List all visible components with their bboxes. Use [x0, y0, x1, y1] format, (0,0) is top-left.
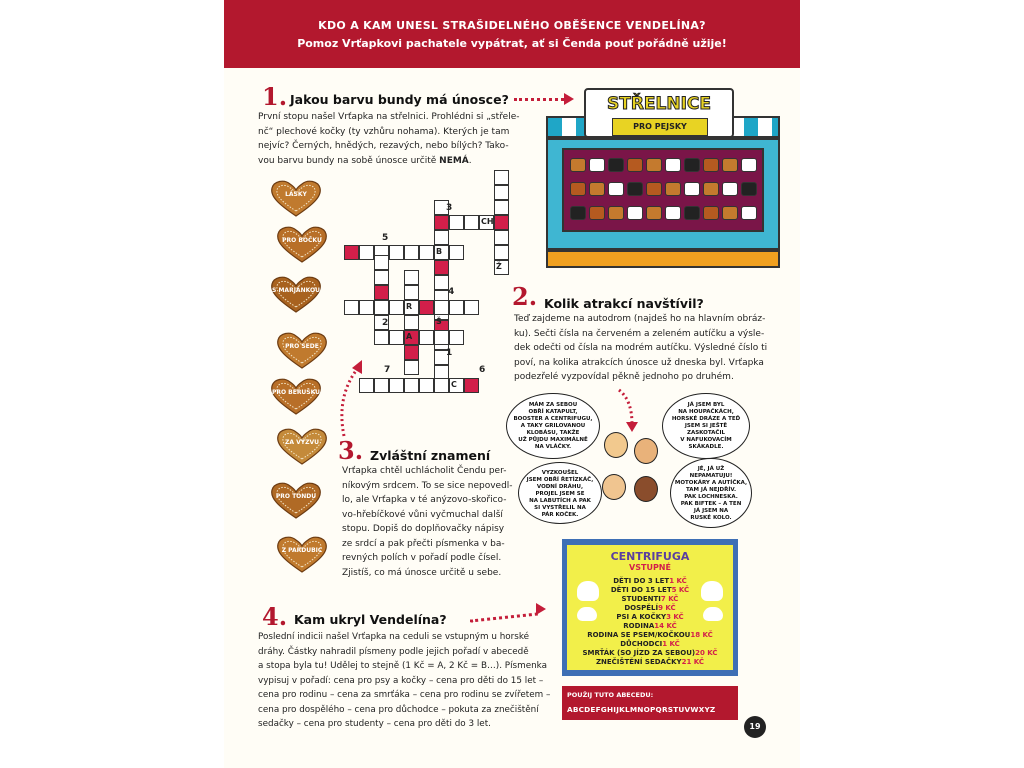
crossword-cell[interactable] [419, 245, 434, 260]
task3-line: stopu. Dopiš do doplňovačky nápisy [342, 524, 505, 534]
cat-target-icon [646, 182, 662, 196]
crossword-letter: Š [436, 317, 442, 326]
price-value: 18 KČ [690, 631, 713, 639]
crossword-cell[interactable] [434, 215, 449, 230]
crossword-letter: A [406, 332, 413, 341]
cat-target-icon [684, 158, 700, 172]
price-row [567, 613, 733, 621]
crossword-cell[interactable] [344, 245, 359, 260]
cat-target-icon [741, 206, 757, 220]
crossword-cell[interactable] [434, 260, 449, 275]
task4-line: a stopa byla tu! Udělej to stejně (1 Kč = A, 2 Kč = B…). Písmenka [258, 661, 548, 671]
gingerbread-heart [268, 376, 324, 416]
heart-label: Z PARDUBIC [281, 547, 323, 554]
price-value: 9 KČ [658, 604, 676, 612]
cat-target-icon [608, 206, 624, 220]
crossword-cell[interactable] [449, 330, 464, 345]
crossword-cell[interactable] [374, 330, 389, 345]
suspect-face-icon [634, 476, 658, 502]
crossword-cell[interactable] [464, 300, 479, 315]
heart-label: PRO TONDU [275, 493, 317, 500]
task2-text [514, 312, 782, 385]
crossword-cell[interactable] [404, 245, 419, 260]
crossword-cell[interactable] [404, 345, 419, 360]
heart-icon [274, 330, 330, 370]
crossword-cell[interactable] [494, 185, 509, 200]
speech-bubble: JÁ JSEM BYL NA HOUPAČKÁCH, HORSKÉ DRÁZE A TEĎ JSEM SI JEŠTĚ ZASKOTAČIL V NAFUKOVACÍM SKÁKADLE. [662, 393, 750, 459]
crossword-cell[interactable] [419, 300, 434, 315]
stall-sign-title: STŘELNICE [606, 94, 712, 114]
cat-target-icon [589, 206, 605, 220]
heart-label: LÁSKY [285, 191, 307, 198]
crossword-clue-number: 6 [479, 365, 486, 375]
task3-title: Zvláštní znamení [370, 448, 491, 463]
cat-target-icon [627, 182, 643, 196]
crossword-cell[interactable] [389, 245, 404, 260]
price-label: RODINA SE PSEM/KOČKOU [587, 631, 691, 639]
task3-line: Zjistíš, co má únosce určitě u sebe. [342, 567, 502, 578]
cat-target-icon [722, 182, 738, 196]
crossword-cell[interactable] [404, 285, 419, 300]
crossword-clue-number: 7 [384, 365, 391, 375]
heart-icon [268, 480, 324, 520]
price-label: STUDENTI [621, 595, 661, 603]
crossword-clue-number: 4 [448, 287, 455, 297]
stall-sign [584, 88, 734, 138]
cat-target-icon [703, 158, 719, 172]
speech-bubble: JÉ, JÁ UŽ NEPAMATUJU! MOTOKÁRY A AUTÍČKA, TAM JÁ NEJDŘÍV. PAK LOCHNESKA. PAK BIFTEK – A TEN JÁ JSEM NA RUSKÉ KOLO. [670, 458, 752, 528]
cat-target-icon [608, 158, 624, 172]
crossword-clue-number: 1 [446, 348, 453, 358]
cat-target-icon [627, 158, 643, 172]
price-row [567, 640, 733, 648]
cat-target-icon [665, 182, 681, 196]
task2-line: Teď zajdeme na autodrom (najdeš ho na hlavním obráz- [514, 314, 766, 324]
crossword-cell[interactable] [419, 330, 434, 345]
crossword-cell[interactable] [494, 230, 509, 245]
crossword-cell[interactable] [494, 245, 509, 260]
suspect-face-icon [604, 432, 628, 458]
task4-line: vypisuj v pořadí: cena pro psy a kočky – cena pro děti do 15 let – [258, 675, 544, 686]
crossword-clue-number: 2 [382, 318, 389, 328]
cat-target-icon [646, 206, 662, 220]
crossword-cell[interactable] [374, 300, 389, 315]
cat-target-icon [703, 206, 719, 220]
banner-subtitle: Pomoz Vrťapkovi pachatele vypátrat, ať si Čenda pouť pořádně užije! [297, 37, 727, 50]
crossword-cell[interactable] [389, 300, 404, 315]
crossword-cell[interactable] [404, 270, 419, 285]
crossword-letter: CH [481, 217, 494, 226]
crossword-cell[interactable] [494, 200, 509, 215]
cat-target-icon [589, 158, 605, 172]
crossword-cell[interactable] [464, 215, 479, 230]
task1-number: 1. [262, 82, 288, 111]
stall-counter [546, 250, 780, 268]
task3-text [342, 464, 520, 580]
alphabet-letters: ABCDEFGHIJKLMNOPQRSTUVWXYZ [567, 705, 716, 714]
page-number: 19 [744, 716, 766, 738]
price-value: 21 KČ [681, 658, 705, 666]
cat-target-icon [741, 182, 757, 196]
heart-icon [268, 376, 324, 416]
task1-emphasis: NEMÁ [439, 155, 469, 166]
price-sign-title: CENTRIFUGA [610, 550, 690, 563]
crossword-cell[interactable] [434, 300, 449, 315]
price-value: 7 KČ [660, 595, 679, 603]
task2-line: dek odečti od čísla na modrém autíčku. Výsledné číslo ti [514, 343, 768, 353]
price-label: PSI A KOČKY [616, 613, 667, 621]
dotted-arrow-line [470, 612, 538, 622]
gingerbread-heart [268, 274, 324, 314]
task4-line: dráhy. Částky nahradil písmeny podle jejich pořadí v abecedě [258, 646, 529, 657]
stall-body [546, 138, 780, 250]
heart-label: ZA VÝZVU [285, 439, 319, 446]
task2-title: Kolik atrakcí navštívil? [544, 296, 704, 311]
speech-bubble: VYZKOUŠEL JSEM OBŘÍ ŘETÍZKÁČ, VODNÍ DRÁHU, PROJEL JSEM SE NA LABUTÍCH A PAK SI VYSTŘELIL NA PÁR KOČEK. [518, 462, 602, 524]
price-row [567, 595, 733, 603]
cat-target-icon [570, 182, 586, 196]
gingerbread-heart [274, 534, 330, 574]
crossword-cell[interactable] [389, 378, 404, 393]
price-label: DĚTI DO 3 LET [613, 577, 670, 585]
price-value: 20 KČ [695, 649, 718, 657]
dotted-arrow-up [332, 356, 372, 440]
crossword-cell[interactable] [464, 378, 479, 393]
cat-target-icon [684, 206, 700, 220]
price-label: ZNEČIŠTĚNÍ SEDAČKY [595, 658, 682, 666]
price-row [567, 577, 733, 585]
task1-text [258, 110, 520, 168]
cat-target-icon [608, 182, 624, 196]
price-row [567, 622, 733, 630]
heart-icon [274, 426, 330, 466]
heart-label: PRO SEDE [285, 343, 319, 350]
alphabet-label: POUŽIJ TUTO ABECEDU: [567, 691, 654, 699]
crossword-letter: C [451, 380, 457, 389]
task3-number: 3. [338, 436, 364, 465]
task1-line: nejvíc? Černých, hnědých, rezavých, nebo bílých? Tako- [258, 141, 509, 151]
gingerbread-heart [274, 426, 330, 466]
crossword-cell[interactable] [434, 275, 449, 290]
crossword-letter: R [406, 302, 413, 311]
task4-title: Kam ukryl Vendelína? [294, 612, 447, 627]
cat-target-icon [589, 182, 605, 196]
price-label: DĚTI DO 15 LET [610, 586, 672, 594]
task4-line: sedačky – cena pro studenty – cena pro děti do 3 let. [258, 719, 491, 729]
cat-target-icon [627, 206, 643, 220]
price-value: 1 KČ [669, 577, 687, 585]
task3-line: vo-hřebíčkové vůni vyčmuchal další [342, 509, 503, 520]
cat-targets [562, 148, 764, 232]
task2-number: 2. [512, 282, 538, 311]
suspect-face-icon [634, 438, 658, 464]
task3-line: ze srdcí a pak přečti písmenka v ba- [342, 538, 505, 549]
task1-title: Jakou barvu bundy má únosce? [290, 92, 509, 107]
price-value: 3 KČ [666, 613, 684, 621]
price-row [567, 658, 733, 666]
heart-label: PRO BOČKU [282, 237, 322, 244]
crossword-cell[interactable] [434, 330, 449, 345]
task2-line: ku). Sečti čísla na červeném a zeleném autíčku a výsle- [514, 328, 765, 339]
crossword-cell[interactable] [359, 245, 374, 260]
task1-line: První stopu našel Vrťapka na střelnici. Prohlédni si „střele- [258, 112, 520, 122]
task1-line: vou barvu bundy na sobě únosce určitě NEMÁ. [258, 155, 472, 166]
alphabet-bar [562, 686, 738, 720]
cat-target-icon [646, 158, 662, 172]
crossword-cell[interactable] [434, 230, 449, 245]
crossword-cell[interactable] [419, 378, 434, 393]
dotted-arrow-down [614, 386, 644, 436]
task1-line: nč“ plechové kočky (ty vzhůru nohama). Kterých je tam [258, 126, 510, 137]
crossword-cell[interactable] [449, 245, 464, 260]
price-label: DŮCHODCI [620, 640, 663, 648]
crossword-cell[interactable] [449, 300, 464, 315]
price-row [567, 604, 733, 612]
task2-line: poví, na kolika atrakcích únosce už dneska byl. Vrťapka [514, 357, 764, 368]
crossword-cell[interactable] [404, 360, 419, 375]
heart-icon [268, 274, 324, 314]
cat-target-icon [570, 158, 586, 172]
cat-target-icon [665, 158, 681, 172]
price-sign-subtitle: VSTUPNÉ [629, 563, 671, 572]
task4-line: Poslední indicii našel Vrťapka na ceduli se vstupným u horské [258, 632, 530, 642]
price-label: RODINA [623, 622, 655, 630]
task4-number: 4. [262, 602, 288, 631]
crossword-letter: B [436, 247, 443, 256]
task3-line: revných polích v pořadí podle čísel. [342, 553, 502, 563]
gingerbread-heart [274, 330, 330, 370]
workbook-page [224, 0, 800, 768]
gingerbread-heart [268, 480, 324, 520]
arrow-head-icon [536, 603, 546, 615]
crossword-cell[interactable] [374, 255, 389, 270]
crossword-cell[interactable] [404, 315, 419, 330]
suspect-face-icon [602, 474, 626, 500]
cat-target-icon [722, 158, 738, 172]
crossword-cell[interactable] [494, 170, 509, 185]
price-label: DOSPĚLÍ [624, 604, 659, 612]
cat-target-icon [722, 206, 738, 220]
heart-icon [274, 224, 330, 264]
cat-target-icon [684, 182, 700, 196]
cat-target-icon [665, 206, 681, 220]
crossword-clue-number: 3 [446, 203, 453, 213]
task3-line: níkovým srdcem. To se sice nepovedl- [342, 480, 513, 491]
price-value: 14 KČ [654, 622, 677, 630]
crossword-cell[interactable] [374, 285, 389, 300]
task4-line: cena pro rodinu – cena za smrťáka – cena pro rodinu se zvířetem – [258, 690, 551, 700]
crossword-cell[interactable] [494, 215, 509, 230]
task3-line: Vrťapka chtěl uchlácholit Čendu per- [342, 466, 507, 476]
crossword-cell[interactable] [374, 378, 389, 393]
speech-bubble: MÁM ZA SEBOU OBŘÍ KATAPULT, BOOSTER A CENTRIFUGU, A TAKY GRILOVANOU KLOBÁSU, TAKŽE UŽ PŮJDU MAXIMÁLNĚ NA VLÁČKY. [506, 393, 600, 459]
shooting-gallery-illustration [546, 86, 780, 274]
task3-line: lo, ale Vrťapka v té anýzovo-skořico- [342, 495, 507, 505]
price-row [567, 649, 733, 657]
price-row [567, 631, 733, 639]
price-value: 1 KČ [662, 640, 680, 648]
price-sign [562, 539, 738, 676]
price-label: SMRŤÁK (SO JÍZD ZA SEBOU) [582, 649, 696, 657]
price-row [567, 586, 733, 594]
crossword-clue-number: 5 [382, 233, 389, 243]
header-banner [224, 0, 800, 68]
crossword-cell[interactable] [389, 330, 404, 345]
crossword-cell[interactable] [449, 215, 464, 230]
heart-icon [274, 534, 330, 574]
crossword-cell[interactable] [434, 378, 449, 393]
crossword-cell[interactable] [404, 378, 419, 393]
cat-target-icon [741, 158, 757, 172]
cat-target-icon [703, 182, 719, 196]
heart-icon [268, 178, 324, 218]
stall-sign-subtitle: PRO PEJSKY [612, 118, 708, 136]
banner-title: KDO A KAM UNESL STRAŠIDELNÉHO OBĚŠENCE VENDELÍNA? [318, 19, 706, 32]
price-sign-board [567, 545, 733, 670]
crossword-cell[interactable] [359, 300, 374, 315]
task4-line: cena pro dospělého – cena pro důchodce – pokuta za znečištění [258, 704, 539, 715]
crossword-cell[interactable] [374, 270, 389, 285]
heart-label: S MARJÁNKOU [272, 287, 320, 294]
crossword-cell[interactable] [344, 300, 359, 315]
gingerbread-heart [274, 224, 330, 264]
gingerbread-heart [268, 178, 324, 218]
task2-line: podezřelé vyzpovídal pěkně jednoho po druhém. [514, 372, 734, 382]
heart-label: PRO BERUŠKU [271, 389, 321, 396]
crossword-letter: Ž [496, 262, 502, 271]
task4-text [258, 630, 558, 732]
cat-target-icon [570, 206, 586, 220]
price-value: 5 KČ [671, 586, 690, 594]
